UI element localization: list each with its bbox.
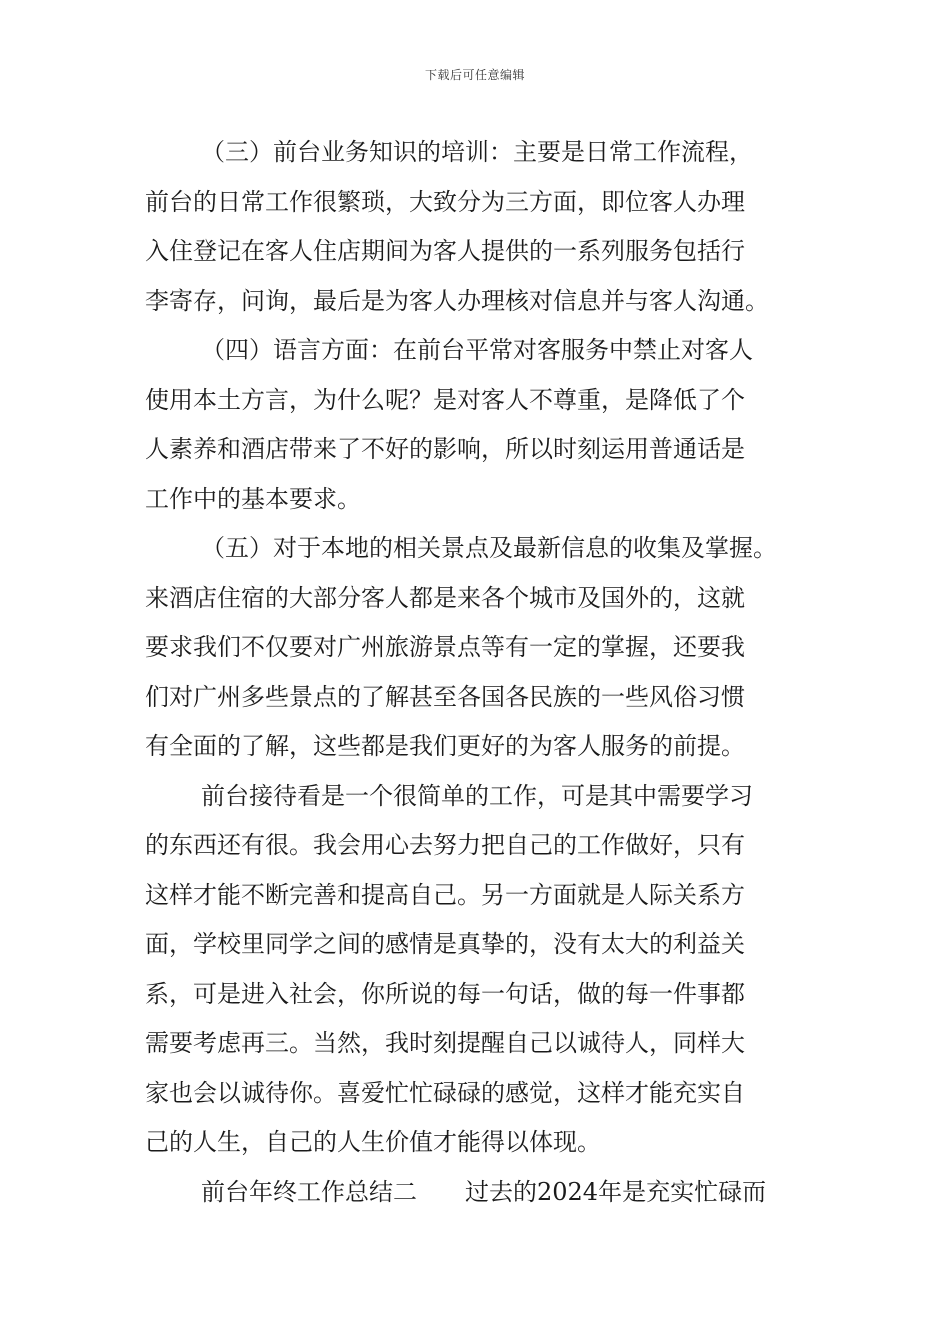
text-line: 需要考虑再三。当然，我时刻提醒自己以诚待人，同样大: [145, 1029, 745, 1057]
download-note: 下载后可任意编辑: [424, 68, 525, 82]
section-title: 前台年终工作总结二: [201, 1177, 417, 1206]
text-line: 的东西还有很。我会用心去努力把自己的工作做好，只有: [145, 831, 745, 859]
text-line: 前台接待看是一个很简单的工作，可是其中需要学习: [201, 781, 753, 810]
text-line: 要求我们不仅要对广州旅游景点等有一定的掌握，还要我: [145, 633, 745, 661]
section-heading-line: [145, 1168, 817, 1218]
text-line: 这样才能不断完善和提高自己。另一方面就是人际关系方: [145, 880, 745, 909]
text-line: 家也会以诚待你。喜爱忙忙碌碌的感觉，这样才能充实自: [145, 1078, 745, 1107]
text-line: （五）对于本地的相关景点及最新信息的收集及掌握。: [201, 534, 777, 562]
text-line: 来酒店住宿的大部分客人都是来各个城市及国外的，这就: [145, 583, 745, 612]
text-line: 前台的日常工作很繁琐，大致分为三方面，即位客人办理: [145, 187, 745, 216]
text-line: 人素养和酒店带来了不好的影响，所以时刻运用普通话是: [145, 435, 745, 463]
text-line: 们对广州多些景点的了解甚至各国各民族的一些风俗习惯: [145, 682, 745, 711]
text-line: 有全面的了解，这些都是我们更好的为客人服务的前提。: [145, 732, 745, 760]
text-line: 面，学校里同学之间的感情是真挚的，没有太大的利益关: [145, 930, 745, 958]
text-line: 己的人生，自己的人生价值才能得以体现。: [145, 1128, 601, 1156]
body-text: [145, 128, 817, 1217]
text-line: 系，可是进入社会，你所说的每一句话，做的每一件事都: [145, 979, 745, 1008]
text-line: 李寄存，问询，最后是为客人办理核对信息并与客人沟通。: [145, 286, 769, 315]
text-line: 使用本土方言，为什么呢？是对客人不尊重，是降低了个: [145, 385, 745, 414]
text-line: （三）前台业务知识的培训：主要是日常工作流程，: [201, 138, 753, 166]
text-line: 工作中的基本要求。: [145, 484, 361, 513]
text-line: 入住登记在客人住店期间为客人提供的一系列服务包括行: [145, 237, 745, 265]
section-text: 过去的2024年是充实忙碌而: [465, 1177, 767, 1206]
text-line: （四）语言方面：在前台平常对客服务中禁止对客人: [201, 336, 753, 364]
